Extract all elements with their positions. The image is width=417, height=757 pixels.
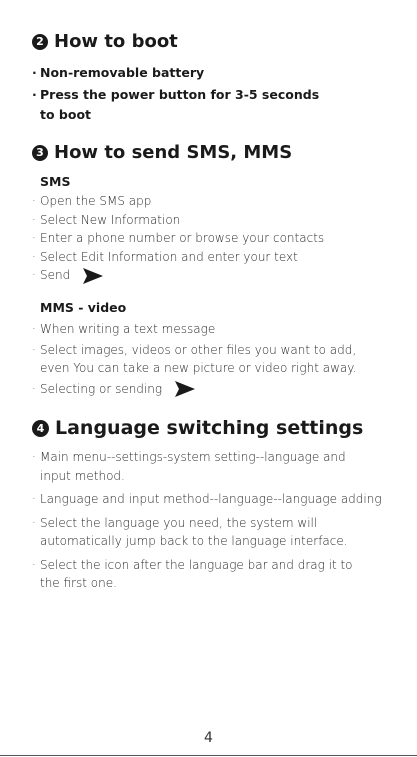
list-item: · Open the SMS app xyxy=(32,194,152,208)
list-item: · Press the power button for 3-5 seconds to boot xyxy=(32,87,320,122)
number-2-icon: 2 xyxy=(32,34,48,50)
list-item: · Language and input method--language--language adding xyxy=(32,492,382,506)
section-title-sms-mms xyxy=(32,142,292,163)
bottom-divider xyxy=(0,755,417,756)
list-item: · Select New Information xyxy=(32,212,181,227)
list-item: · Send xyxy=(32,266,392,285)
section-title-boot xyxy=(32,31,178,52)
number-4-icon: 4 xyxy=(32,420,49,437)
list-item: · Selecting or sending xyxy=(32,380,377,399)
list-item: · Non-removable battery xyxy=(32,65,205,80)
sms-heading: SMS xyxy=(40,174,71,189)
list-item: · Select the icon after the language bar and drag it to the first one. xyxy=(32,557,353,590)
language-list xyxy=(32,448,382,593)
list-item: · When writing a text message xyxy=(32,322,216,336)
section-title-text: How to send SMS, MMS xyxy=(54,142,293,163)
send-arrow-icon xyxy=(174,380,196,398)
page-number: 4 xyxy=(204,730,213,746)
section-title-text: Language switching settings xyxy=(55,417,364,439)
list-item: · Select the language you need, the system will automatically jump back to the language interface. xyxy=(32,515,348,548)
mms-heading: MMS - video xyxy=(40,300,127,315)
number-3-icon: 3 xyxy=(32,145,48,161)
list-item: · Main menu--settings-system setting--language and input method. xyxy=(32,450,346,483)
list-item: · Select Edit Information and enter your text xyxy=(32,249,298,264)
send-arrow-icon xyxy=(82,267,104,285)
sms-list xyxy=(32,192,392,285)
list-item: · Select images, videos or other files you want to add, even You can take a new picture or video right away. xyxy=(32,342,357,375)
section-title-language xyxy=(32,417,363,439)
list-item: · Enter a phone number or browse your contacts xyxy=(32,231,325,245)
section-title-text: How to boot xyxy=(54,31,178,52)
mms-list xyxy=(32,320,377,398)
boot-list xyxy=(32,63,322,125)
